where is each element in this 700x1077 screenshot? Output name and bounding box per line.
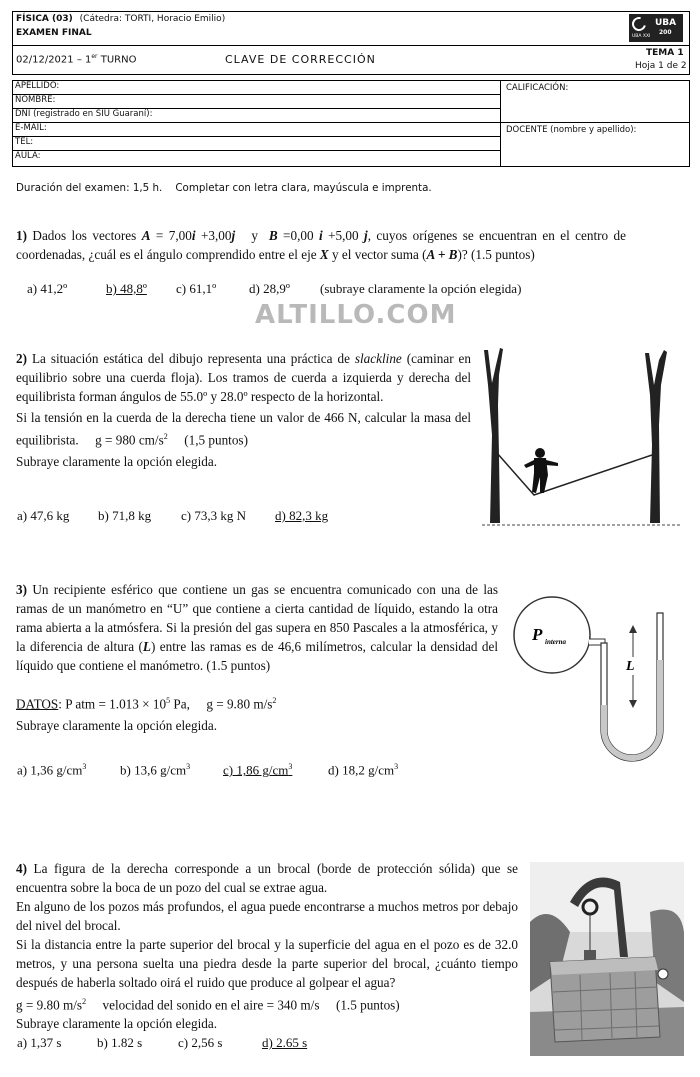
q4-text: La figura de la derecha corresponde a un brocal (borde de protección sólida) que se encuentra sobre la boca de un pozo del cual se extrae agua. — [16, 861, 518, 895]
q3-option-a[interactable] — [17, 762, 86, 778]
dni-field[interactable] — [12, 109, 500, 123]
q2-option-d[interactable]: d) 82,3 kg — [275, 508, 329, 523]
slackliner-icon — [524, 448, 558, 493]
q3-option-d-text: d) 18,2 g/cm — [328, 762, 395, 778]
dni-label: DNI (registrado en SIU Guaraní): — [15, 109, 153, 119]
logo-number: 200 — [659, 29, 672, 36]
pressure-subscript: interna — [545, 638, 567, 646]
q1-text: )? (1.5 puntos) — [457, 247, 535, 262]
q4-sup: 2 — [82, 997, 87, 1006]
q1-option-b[interactable]: b) 48,8º — [106, 281, 147, 296]
logo-text: UBA — [655, 18, 677, 28]
q4-instruction: Subraye claramente la opción elegida. — [16, 1016, 218, 1032]
nombre-label: NOMBRE: — [15, 95, 56, 105]
email-field[interactable] — [12, 123, 500, 137]
slackline-illustration — [482, 345, 682, 530]
q3-datos-text: Pa, g = 9.80 m/s — [170, 696, 273, 712]
q1-text: Dados los vectores — [27, 228, 142, 243]
q3-option-a-sup: 3 — [82, 762, 87, 771]
q3-option-a-text: a) 1,36 g/cm — [17, 762, 83, 778]
bucket — [584, 950, 596, 960]
q2-option-b[interactable]: b) 71,8 kg — [98, 508, 152, 523]
q1-axis: X — [319, 247, 329, 262]
chair-name: (Cátedra: TORTI, Horacio Emilio) — [79, 14, 226, 24]
q3-datos — [16, 691, 496, 713]
tel-label: TEL: — [15, 137, 34, 147]
q1-option-c[interactable]: c) 61,1º — [176, 281, 217, 296]
q3-datos-text: : P atm = 1.013 × 10 — [58, 696, 167, 712]
q1-option-a[interactable]: a) 41,2º — [27, 281, 68, 296]
q1-vector-a: A — [141, 228, 151, 243]
q4-data-line — [16, 992, 518, 1014]
q2-option-a[interactable]: a) 47,6 kg — [17, 508, 70, 523]
height-label: L — [626, 659, 635, 674]
q1-text: =0,00 — [277, 228, 319, 243]
q3-option-b[interactable] — [120, 762, 190, 778]
logo-sub: UBA XXI — [632, 34, 651, 39]
q3-option-b-text: b) 13,6 g/cm — [120, 762, 187, 778]
q2-paragraph — [16, 408, 475, 449]
q3-option-d[interactable] — [328, 762, 398, 778]
q2-text: La situación estática del dibujo representa una práctica de — [27, 351, 355, 366]
sheet-label: Hoja 1 de 2 — [635, 61, 687, 71]
pressure-label: P — [532, 625, 543, 644]
q1-text: +5,00 — [322, 228, 365, 243]
form-divider — [500, 80, 501, 167]
q1-text: = 7,00 — [150, 228, 192, 243]
slackline-rope — [497, 453, 652, 495]
q1-sum: A + B — [426, 247, 458, 262]
flower-icon — [658, 969, 668, 979]
turn-sup: er — [91, 53, 98, 60]
watermark: ALTILLO.COM — [255, 300, 457, 330]
q1-option-d[interactable]: d) 28,9º — [249, 281, 290, 296]
u-tube-outer — [601, 613, 663, 761]
docente-field[interactable]: DOCENTE (nombre y apellido): — [506, 125, 637, 135]
course-title — [16, 14, 225, 24]
logo-mark-icon — [629, 14, 648, 33]
q3-option-d-sup: 3 — [394, 762, 399, 771]
q1-number: 1) — [16, 228, 27, 243]
q1-unit-i: i — [319, 228, 323, 243]
q3-instruction: Subraye claramente la opción elegida. — [16, 718, 218, 733]
q4-text: velocidad del sonido en el aire = 340 m/s (1.5 puntos) — [86, 997, 400, 1013]
q3-option-b-sup: 3 — [186, 762, 191, 771]
calificacion-field[interactable]: CALIFICACIÓN: — [506, 83, 569, 93]
arrow-down-icon — [629, 700, 637, 708]
q3-datos-sup: 5 — [166, 696, 171, 705]
apellido-field[interactable] — [12, 81, 500, 95]
q3-option-c-text: c) 1,86 g/cm — [223, 762, 289, 778]
q4-paragraph: Si la distancia entre la parte superior del brocal y la superficie del agua en el pozo es de 32.0 metros, y una persona suelta una piedra desde la parte superior del brocal, ¿cuánto tiempo después de haberla soltado oirá el ruido que produce al golpear el agua? — [16, 937, 518, 990]
q3-datos-sup: 2 — [272, 696, 277, 705]
uba-logo — [629, 14, 683, 42]
question-3 — [16, 580, 498, 675]
q4-text: g = 9.80 m/s — [16, 997, 83, 1013]
arrow-up-icon — [629, 625, 637, 633]
q1-text: , cuyos orígenes se encuentran en el centro de coordenadas, ¿cuál es el ángulo comprendido entre el eje — [16, 228, 626, 262]
gas-sphere — [514, 597, 590, 673]
q3-text: ) entre las ramas es de 46,6 milímetros, calcular la densidad del líquido que contiene el manómetro. (1.5 puntos) — [16, 639, 498, 673]
manometer-diagram — [508, 595, 688, 775]
aula-field[interactable] — [12, 151, 500, 165]
q2-instruction: Subraye claramente la opción elegida. — [16, 454, 218, 470]
nombre-field[interactable] — [12, 95, 500, 109]
q3-height-symbol: L — [142, 639, 151, 654]
q2-number: 2) — [16, 351, 27, 366]
q1-unit-i: i — [191, 228, 196, 243]
q4-option-a[interactable]: a) 1,37 s — [17, 1035, 62, 1050]
turn-text: TURNO — [97, 54, 137, 66]
q4-option-b[interactable]: b) 1.82 s — [97, 1035, 143, 1050]
exam-type: EXAMEN FINAL — [16, 28, 92, 38]
question-1 — [16, 226, 626, 264]
apellido-label: APELLIDO: — [15, 81, 60, 91]
q2-sup: 2 — [163, 432, 168, 441]
q2-option-c[interactable]: c) 73,3 kg N — [181, 508, 246, 523]
tema-label: TEMA 1 — [646, 48, 684, 58]
q1-unit-j: j — [231, 228, 236, 243]
q4-option-c[interactable]: c) 2,56 s — [178, 1035, 223, 1050]
q4-paragraph: En alguno de los pozos más profundos, el agua puede encontrarse a muchos metros por debajo del nivel del brocal. — [16, 899, 518, 933]
left-tree-icon — [484, 348, 503, 523]
q3-text: Un recipiente esférico que contiene un gas se encuentra comunicado con una de las ramas de un manómetro en “U” que contiene a cierta cantidad de líquido, estando la otra rama abierta a la atmósfera. Si la presión del gas supera en 850 Pascales a la atmosférica, y la diferencia de altura ( — [16, 582, 498, 654]
q3-number: 3) — [16, 582, 27, 597]
date-text: 02/12/2021 – 1 — [16, 54, 92, 66]
q1-text: y — [235, 228, 269, 243]
question-2 — [16, 349, 475, 471]
question-4 — [16, 859, 518, 1033]
well-photo — [530, 862, 684, 1056]
aula-label: AULA: — [15, 151, 41, 161]
q3-option-c[interactable] — [223, 762, 292, 778]
q2-slackline: slackline — [354, 351, 402, 366]
tel-field[interactable] — [12, 137, 500, 151]
q2-text: (caminar en equilibrio sobre una cuerda floja). Los tramos de cuerda a izquierda y derecha del equilibrista forman ángulos de 55.0º y 28.0º respecto de la horizontal. — [16, 351, 471, 404]
date-turn — [16, 53, 136, 65]
q4-number: 4) — [16, 861, 27, 876]
manometer-liquid — [601, 660, 663, 761]
q1-vector-b: B — [268, 228, 278, 243]
q4-option-d[interactable]: d) 2.65 s — [262, 1035, 308, 1050]
form-divider-right — [500, 122, 690, 123]
q3-option-c-sup: 3 — [288, 762, 293, 771]
right-tree-icon — [645, 350, 667, 523]
instructions: Duración del examen: 1,5 h. Completar con letra clara, mayúscula e imprenta. — [16, 182, 432, 194]
q1-note: (subraye claramente la opción elegida) — [320, 281, 522, 296]
q2-text: Si la tensión en la cuerda de la derecha tiene un valor de 466 N, calcular la masa del equilibrista. g = 980 cm/s — [16, 410, 475, 448]
email-label: E-MAIL: — [15, 123, 47, 133]
q1-unit-j: j — [364, 228, 368, 243]
q1-text: +3,00 — [195, 228, 232, 243]
q1-text: y el vector suma ( — [328, 247, 427, 262]
q2-text: (1,5 puntos) — [167, 432, 248, 448]
course-name: FÍSICA (03) — [16, 14, 73, 24]
q3-datos-label: DATOS — [16, 696, 59, 712]
answer-key-title: CLAVE DE CORRECCIÓN — [225, 53, 376, 66]
